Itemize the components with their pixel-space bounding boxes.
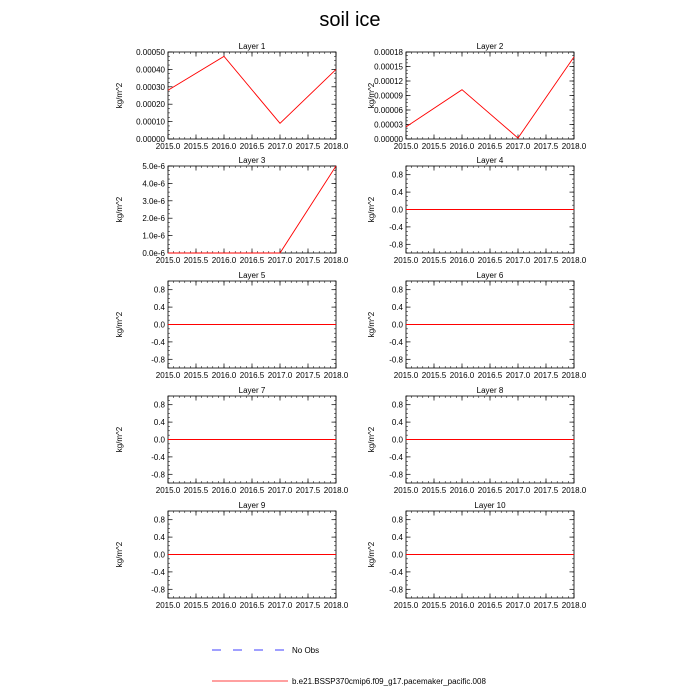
panel-layer-4 (367, 156, 587, 265)
y-tick-label: 0.0 (153, 550, 165, 560)
y-tick-label: 0.8 (391, 515, 403, 525)
x-tick-label: 2017.0 (505, 486, 531, 495)
x-tick-label: 2018.0 (323, 371, 349, 380)
panel-layer-1 (115, 42, 349, 151)
x-tick-label: 2016.5 (239, 601, 265, 610)
panel-title: Layer 6 (476, 271, 504, 280)
x-tick-label: 2018.0 (323, 486, 349, 495)
y-tick-label: 0.0 (391, 205, 403, 215)
y-tick-label: 0.4 (391, 188, 403, 198)
x-tick-label: 2016.5 (239, 371, 265, 380)
panel-title: Layer 3 (238, 156, 266, 165)
series-line (168, 56, 336, 123)
y-axis-label: kg/m^2 (367, 82, 376, 109)
y-tick-label: -0.8 (151, 585, 165, 595)
panel-title: Layer 2 (476, 42, 504, 51)
y-tick-label: 0.00040 (136, 65, 165, 75)
y-tick-label: 0.4 (153, 303, 165, 313)
y-tick-label: -0.8 (151, 355, 165, 365)
x-tick-label: 2016.0 (449, 486, 475, 495)
x-tick-label: 2016.5 (239, 486, 265, 495)
x-tick-label: 2015.5 (421, 371, 447, 380)
x-tick-label: 2016.0 (449, 601, 475, 610)
y-tick-label: 0.4 (391, 303, 403, 313)
x-tick-label: 2016.5 (477, 256, 503, 265)
x-tick-label: 2015.0 (155, 601, 181, 610)
x-tick-label: 2018.0 (561, 601, 587, 610)
panel-title: Layer 4 (476, 156, 504, 165)
y-tick-label: 0.4 (153, 533, 165, 543)
y-tick-label: -0.8 (389, 585, 403, 595)
y-tick-label: 0.00006 (374, 106, 403, 115)
y-tick-label: 0.4 (153, 418, 165, 428)
plot-frame (406, 52, 574, 139)
x-tick-label: 2015.0 (155, 256, 181, 265)
x-tick-label: 2015.5 (183, 256, 209, 265)
plot-frame (168, 166, 336, 253)
y-axis-label: kg/m^2 (115, 82, 124, 109)
y-tick-label: 0.0e-6 (142, 249, 165, 258)
legend (212, 646, 486, 686)
x-tick-label: 2015.5 (421, 601, 447, 610)
x-tick-label: 2015.0 (393, 371, 419, 380)
x-tick-label: 2017.5 (533, 256, 559, 265)
y-tick-label: -0.4 (389, 452, 403, 462)
plot-frame (168, 52, 336, 139)
x-tick-label: 2017.0 (505, 142, 531, 151)
x-tick-label: 2015.0 (155, 371, 181, 380)
x-tick-label: 2016.0 (211, 601, 237, 610)
x-tick-label: 2016.0 (449, 142, 475, 151)
y-axis-label: kg/m^2 (115, 426, 124, 453)
x-tick-label: 2017.5 (295, 142, 321, 151)
x-tick-label: 2016.0 (449, 256, 475, 265)
panel-layer-6 (367, 271, 587, 380)
y-tick-label: -0.8 (389, 470, 403, 480)
x-tick-label: 2015.5 (183, 142, 209, 151)
y-tick-label: 0.00050 (136, 48, 165, 57)
y-tick-label: 5.0e-6 (142, 162, 165, 171)
y-tick-label: 0.8 (153, 400, 165, 410)
y-tick-label: 0.00000 (374, 135, 403, 144)
y-tick-label: 0.00018 (374, 48, 403, 57)
y-axis-label: kg/m^2 (367, 541, 376, 568)
x-tick-label: 2017.0 (505, 601, 531, 610)
x-tick-label: 2018.0 (561, 256, 587, 265)
x-tick-label: 2017.5 (295, 371, 321, 380)
x-tick-label: 2017.5 (533, 601, 559, 610)
y-tick-label: -0.8 (389, 240, 403, 250)
series-line (406, 57, 574, 138)
y-tick-label: 0.0 (391, 320, 403, 330)
x-tick-label: 2016.5 (239, 142, 265, 151)
y-axis-label: kg/m^2 (367, 311, 376, 338)
y-tick-label: -0.8 (389, 355, 403, 365)
y-tick-label: 0.00030 (136, 82, 165, 92)
panel-title: Layer 5 (238, 271, 266, 280)
y-tick-label: 0.00015 (374, 62, 403, 72)
panel-title: Layer 9 (238, 501, 266, 510)
y-tick-label: 0.8 (153, 515, 165, 525)
panel-layer-5 (115, 271, 349, 380)
panel-title: Layer 8 (476, 386, 504, 395)
x-tick-label: 2015.0 (155, 486, 181, 495)
y-tick-label: 0.00020 (136, 100, 165, 110)
panel-layer-8 (367, 386, 587, 495)
y-tick-label: 0.00009 (374, 91, 403, 101)
x-tick-label: 2017.0 (267, 601, 293, 610)
x-tick-label: 2015.0 (393, 256, 419, 265)
y-tick-label: 0.8 (391, 170, 403, 180)
x-tick-label: 2016.0 (211, 142, 237, 151)
x-tick-label: 2016.5 (477, 486, 503, 495)
y-tick-label: 0.00003 (374, 120, 403, 130)
x-tick-label: 2017.5 (533, 142, 559, 151)
y-axis-label: kg/m^2 (115, 541, 124, 568)
y-tick-label: 0.4 (391, 418, 403, 428)
x-tick-label: 2015.5 (421, 142, 447, 151)
y-tick-label: 2.0e-6 (142, 214, 165, 224)
y-axis-label: kg/m^2 (115, 311, 124, 338)
legend-label-no-obs: No Obs (292, 646, 320, 655)
y-tick-label: 0.8 (153, 285, 165, 295)
x-tick-label: 2017.0 (267, 256, 293, 265)
x-tick-label: 2017.0 (505, 256, 531, 265)
x-tick-label: 2016.0 (449, 371, 475, 380)
y-tick-label: -0.8 (151, 470, 165, 480)
y-tick-label: 0.00012 (374, 77, 403, 86)
x-tick-label: 2015.5 (183, 371, 209, 380)
x-tick-label: 2018.0 (323, 601, 349, 610)
x-tick-label: 2017.0 (267, 142, 293, 151)
y-tick-label: 0.8 (391, 285, 403, 295)
panel-layer-9 (115, 501, 349, 610)
x-tick-label: 2015.5 (421, 256, 447, 265)
x-tick-label: 2016.5 (477, 142, 503, 151)
x-tick-label: 2018.0 (323, 142, 349, 151)
x-tick-label: 2017.5 (295, 601, 321, 610)
y-tick-label: 0.00010 (136, 117, 165, 127)
y-tick-label: 4.0e-6 (142, 179, 165, 189)
x-tick-label: 2018.0 (561, 142, 587, 151)
panel-title: Layer 10 (474, 501, 506, 510)
x-tick-label: 2017.5 (533, 486, 559, 495)
y-tick-label: -0.4 (151, 567, 165, 577)
panel-title: Layer 1 (238, 42, 266, 51)
x-tick-label: 2017.0 (505, 371, 531, 380)
y-tick-label: 0.0 (391, 435, 403, 445)
x-tick-label: 2017.5 (295, 256, 321, 265)
x-tick-label: 2015.0 (393, 601, 419, 610)
x-tick-label: 2017.5 (533, 371, 559, 380)
x-tick-label: 2016.5 (239, 256, 265, 265)
y-axis-label: kg/m^2 (367, 196, 376, 223)
y-tick-label: 0.0 (153, 320, 165, 330)
y-tick-label: 0.4 (391, 533, 403, 543)
x-tick-label: 2015.0 (155, 142, 181, 151)
x-tick-label: 2015.5 (183, 601, 209, 610)
x-tick-label: 2016.0 (211, 486, 237, 495)
x-tick-label: 2015.0 (393, 142, 419, 151)
x-tick-label: 2016.5 (477, 601, 503, 610)
x-tick-label: 2016.0 (211, 256, 237, 265)
x-tick-label: 2017.5 (295, 486, 321, 495)
x-tick-label: 2018.0 (323, 256, 349, 265)
y-tick-label: 0.8 (391, 400, 403, 410)
y-tick-label: 0.0 (153, 435, 165, 445)
x-tick-label: 2015.0 (393, 486, 419, 495)
panel-layer-3 (115, 156, 349, 265)
panel-title: Layer 7 (238, 386, 266, 395)
y-tick-label: 0.0 (391, 550, 403, 560)
x-tick-label: 2016.0 (211, 371, 237, 380)
x-tick-label: 2018.0 (561, 486, 587, 495)
y-tick-label: 3.0e-6 (142, 196, 165, 206)
panel-layer-7 (115, 386, 349, 495)
x-tick-label: 2015.5 (421, 486, 447, 495)
y-tick-label: -0.4 (151, 337, 165, 347)
y-tick-label: -0.4 (151, 452, 165, 462)
panel-layer-2 (367, 42, 587, 151)
y-tick-label: -0.4 (389, 567, 403, 577)
y-tick-label: 0.00000 (136, 135, 165, 144)
x-tick-label: 2017.0 (267, 371, 293, 380)
y-tick-label: 1.0e-6 (142, 231, 165, 241)
y-tick-label: -0.4 (389, 222, 403, 232)
x-tick-label: 2015.5 (183, 486, 209, 495)
x-tick-label: 2016.5 (477, 371, 503, 380)
y-tick-label: -0.4 (389, 337, 403, 347)
panel-layer-10 (367, 501, 587, 610)
x-tick-label: 2017.0 (267, 486, 293, 495)
y-axis-label: kg/m^2 (367, 426, 376, 453)
figure-title: soil ice (319, 9, 381, 31)
series-line (168, 166, 336, 253)
x-tick-label: 2018.0 (561, 371, 587, 380)
y-axis-label: kg/m^2 (115, 196, 124, 223)
legend-label-model: b.e21.BSSP370cmip6.f09_g17.pacemaker_pacific.008 (292, 677, 486, 686)
